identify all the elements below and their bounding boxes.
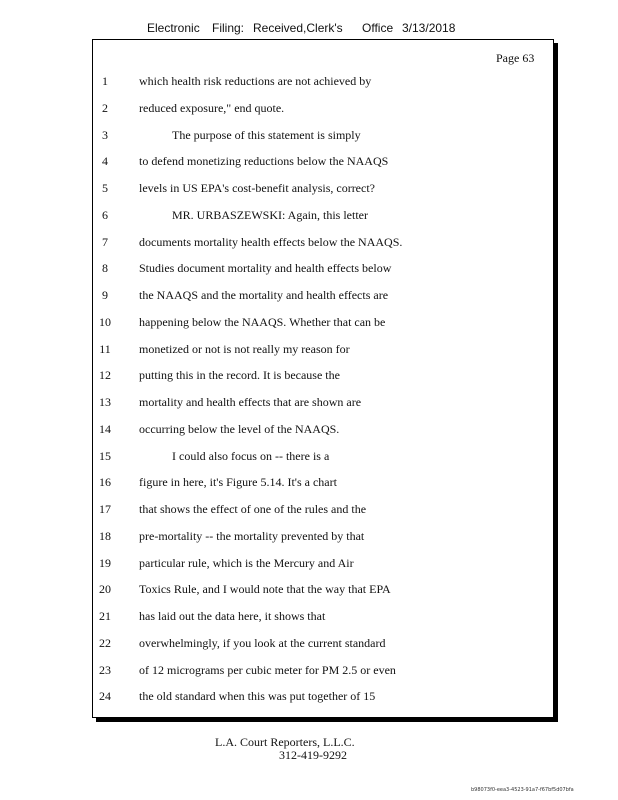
footer-company: L.A. Court Reporters, L.L.C. — [215, 735, 355, 749]
line-text: happening below the NAAQS. Whether that can be — [139, 315, 386, 329]
line-number: 9 — [102, 288, 108, 302]
line-number: 23 — [99, 663, 111, 677]
page-number: Page 63 — [496, 51, 535, 65]
line-text: monetized or not is not really my reason for — [139, 342, 350, 356]
line-number: 20 — [99, 582, 111, 596]
line-text: The purpose of this statement is simply — [172, 128, 361, 142]
header-filing: Filing: — [212, 21, 245, 35]
line-number: 19 — [99, 556, 111, 570]
line-number: 14 — [99, 422, 111, 436]
line-text: putting this in the record. It is because the — [139, 368, 340, 382]
document-id: b98073f0-eea3-4523-91a7-f67bf5d07bfa — [471, 787, 574, 793]
line-number: 16 — [99, 475, 111, 489]
line-text: documents mortality health effects below the NAAQS. — [139, 235, 403, 249]
line-number: 21 — [99, 609, 111, 623]
line-number: 17 — [99, 502, 111, 516]
header-received: Received,Clerk's — [253, 21, 343, 35]
header-date: 3/13/2018 — [402, 21, 456, 35]
line-text: MR. URBASZEWSKI: Again, this letter — [172, 208, 368, 222]
line-number: 13 — [99, 395, 111, 409]
line-text: I could also focus on -- there is a — [172, 449, 330, 463]
line-number: 8 — [102, 261, 108, 275]
header-electronic: Electronic — [147, 21, 200, 35]
line-text: particular rule, which is the Mercury and Air — [139, 556, 354, 570]
header-office: Office — [362, 21, 394, 35]
line-number: 2 — [102, 101, 108, 115]
line-text: of 12 micrograms per cubic meter for PM 2.5 or even — [139, 663, 396, 677]
line-text: occurring below the level of the NAAQS. — [139, 422, 340, 436]
line-text: which health risk reductions are not achieved by — [139, 74, 372, 88]
line-text: reduced exposure," end quote. — [139, 101, 285, 115]
line-number: 10 — [99, 315, 111, 329]
line-text: overwhelmingly, if you look at the current standard — [139, 636, 386, 650]
line-number: 6 — [102, 208, 108, 222]
line-number: 1 — [102, 74, 108, 88]
line-number: 11 — [99, 342, 111, 356]
line-text: pre-mortality -- the mortality prevented by that — [139, 529, 365, 543]
page-shadow-right — [554, 43, 558, 722]
line-text: Studies document mortality and health effects below — [139, 261, 392, 275]
line-text: levels in US EPA's cost-benefit analysis, correct? — [139, 181, 375, 195]
line-text: the NAAQS and the mortality and health effects are — [139, 288, 389, 302]
line-number: 7 — [102, 235, 108, 249]
line-number: 15 — [99, 449, 111, 463]
line-text: figure in here, it's Figure 5.14. It's a chart — [139, 475, 337, 489]
line-number: 12 — [99, 368, 111, 382]
line-number: 22 — [99, 636, 111, 650]
line-number: 5 — [102, 181, 108, 195]
line-number: 4 — [102, 154, 108, 168]
line-text: mortality and health effects that are shown are — [139, 395, 362, 409]
line-text: Toxics Rule, and I would note that the way that EPA — [139, 582, 391, 596]
line-text: has laid out the data here, it shows that — [139, 609, 326, 623]
line-number: 24 — [99, 689, 111, 703]
line-text: to defend monetizing reductions below the NAAQS — [139, 154, 389, 168]
line-number: 18 — [99, 529, 111, 543]
footer-phone: 312-419-9292 — [279, 748, 347, 762]
line-text: the old standard when this was put together of 15 — [139, 689, 376, 703]
page-shadow-bottom — [96, 718, 558, 722]
line-text: that shows the effect of one of the rules and the — [139, 502, 367, 516]
line-number: 3 — [102, 128, 108, 142]
